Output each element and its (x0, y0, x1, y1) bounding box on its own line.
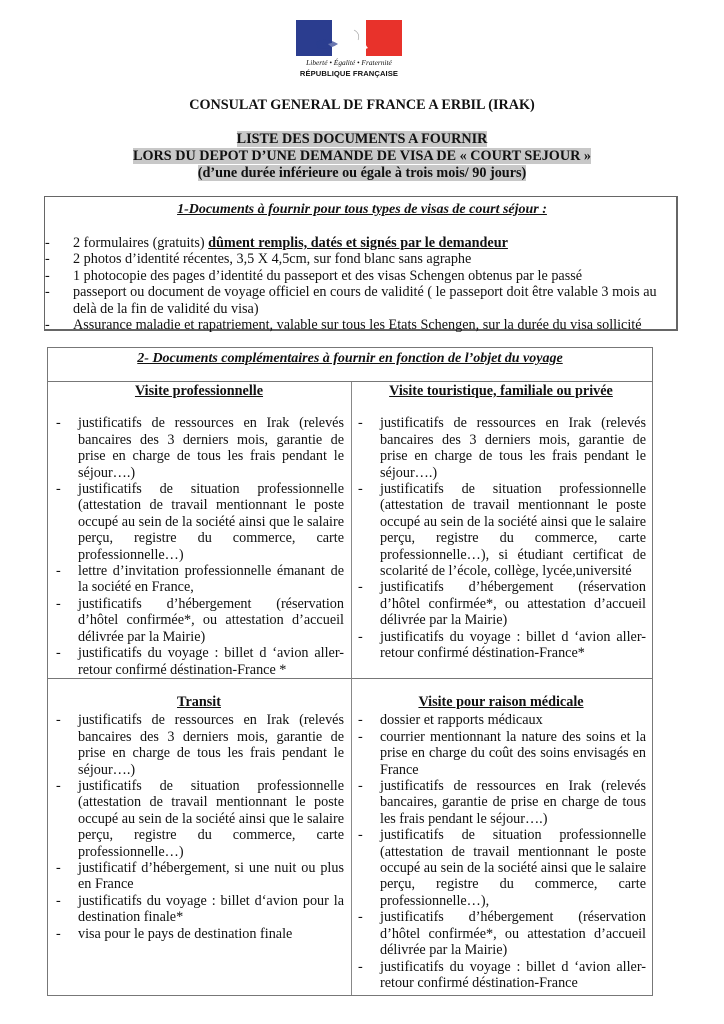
list-item (54, 481, 344, 563)
bullet-dash: - (358, 778, 363, 795)
list-item (356, 579, 646, 628)
list-item-text: justificatifs de situation professionnelle (attestation de travail mentionnant le poste occupé au sein de la société ainsi que le salaire perçu, registre du commerce, carte professionnelle…), (380, 827, 646, 909)
title-line-2-text: LORS DU DEPOT D’UNE DEMANDE DE VISA DE « COURT SEJOUR » (133, 148, 591, 164)
bullet-dash: - (56, 860, 61, 877)
title-line-3-text: (d’une durée inférieure ou égale à trois mois/ 90 jours) (197, 165, 527, 181)
cell-list (356, 712, 646, 991)
consulate-heading: CONSULAT GENERAL DE FRANCE A ERBIL (IRAK) (189, 97, 535, 113)
list-item (356, 481, 646, 579)
cell-list (356, 415, 646, 661)
bullet-dash: - (45, 317, 50, 334)
bullet-dash: - (358, 415, 363, 432)
list-item (54, 712, 344, 778)
list-item (45, 251, 665, 267)
bullet-dash: - (56, 415, 61, 432)
list-item (54, 415, 344, 481)
section-1-box (44, 196, 678, 334)
table-column-divider (351, 382, 352, 995)
list-item-text: justificatifs de ressources en Irak (relevés bancaires, garantie de prise en charge de tous les frais pendant le séjour….) (380, 778, 646, 827)
list-item (54, 778, 344, 860)
republique-francaise-logo (296, 20, 402, 84)
bullet-dash: - (56, 892, 61, 909)
list-item-text: Assurance maladie et rapatriement, valable sur tous les Etats Schengen, sur la durée du visa sollicité (73, 317, 642, 334)
bullet-dash: - (358, 958, 363, 975)
list-item-text: justificatifs du voyage : billet d ‘avion aller-retour confirmé déstination-France (380, 958, 646, 991)
section-2-table (47, 347, 653, 996)
list-item-text: courrier mentionnant la nature des soins et la prise en charge du coût des soins envisagés en France (380, 728, 646, 778)
cell-title: Visite touristique, familiale ou privée (389, 383, 613, 399)
list-item-text: justificatifs de ressources en Irak (relevés bancaires des 3 derniers mois, garantie de prise en charge de tous les frais pendant le séjour….) (78, 415, 344, 481)
list-item-text: 2 photos d’identité récentes, 3,5 X 4,5cm, sur fond blanc sans agraphe (73, 251, 472, 268)
table-divider (48, 678, 652, 679)
list-item-text: justificatifs de situation professionnelle (attestation de travail mentionnant le poste occupé au sein de la société ainsi que le salaire perçu, registre du commerce, carte professionnelle…) (78, 481, 344, 563)
table-divider (48, 381, 652, 382)
list-item (356, 712, 646, 728)
list-item (356, 415, 646, 481)
cell-raison-medicale (356, 694, 646, 991)
section-1-list (45, 235, 665, 333)
list-item (54, 596, 344, 645)
section-1-title: 1-Documents à fournir pour tous types de visas de court séjour : (177, 202, 547, 217)
list-item-text: visa pour le pays de destination finale (78, 925, 293, 942)
list-item-text: dossier et rapports médicaux (380, 712, 543, 729)
cell-title: Transit (177, 694, 221, 710)
list-item (356, 629, 646, 662)
list-item-text: justificatifs du voyage : billet d ‘avion aller-retour confirmé déstination-France * (78, 645, 344, 678)
document-title-line-3 (0, 164, 724, 182)
list-item-text: 1 photocopie des pages d’identité du passeport et des visas Schengen obtenus par le passé (73, 267, 583, 284)
bullet-dash: - (56, 595, 61, 612)
bullet-dash: - (45, 235, 50, 251)
list-item-text: justificatifs d’hébergement (réservation d’hôtel confirmée*, ou attestation d’accueil délivrée par la Mairie) (380, 909, 646, 959)
list-item (54, 645, 344, 678)
bullet-dash: - (56, 481, 61, 498)
document-title-line-2 (0, 147, 724, 165)
list-item (54, 926, 344, 942)
cell-list (54, 712, 344, 942)
section-2-title: 2- Documents complémentaires à fournir en fonction de l’objet du voyage (137, 351, 563, 366)
list-item-text: justificatifs de situation professionnelle (attestation de travail mentionnant le poste occupé au sein de la société ainsi que le salaire perçu, registre du commerce, carte professionnelle…) (78, 778, 344, 860)
cell-title: Visite professionnelle (134, 383, 264, 399)
list-item (54, 860, 344, 893)
list-item (356, 729, 646, 778)
bullet-dash: - (45, 284, 50, 301)
list-item (45, 235, 665, 251)
cell-title: Visite pour raison médicale (418, 694, 584, 710)
bullet-dash: - (358, 827, 363, 844)
title-line-1-text: LISTE DES DOCUMENTS A FOURNIR (236, 131, 488, 147)
cell-transit (54, 694, 344, 942)
list-item (45, 317, 665, 333)
cell-list (54, 415, 344, 678)
list-item-text: 2 formulaires (gratuits) (73, 235, 209, 251)
bullet-dash: - (56, 645, 61, 662)
bullet-dash: - (56, 925, 61, 942)
bullet-dash: - (56, 563, 61, 580)
list-item (356, 959, 646, 992)
list-item (356, 827, 646, 909)
bullet-dash: - (358, 909, 363, 926)
list-item (54, 563, 344, 596)
list-item (45, 268, 665, 284)
marianne-flag-icon (296, 20, 402, 56)
bullet-dash: - (45, 267, 50, 284)
bullet-dash: - (56, 712, 61, 729)
list-item-text: justificatifs du voyage : billet d ‘avion aller-retour confirmé déstination-France* (380, 628, 646, 662)
bullet-dash: - (56, 778, 61, 795)
document-title-line-1 (0, 130, 724, 148)
logo-motto: Liberté • Égalité • Fraternité (306, 58, 392, 67)
list-item-text: justificatif d’hébergement, si une nuit ou plus en France (78, 860, 344, 893)
list-item-text: justificatifs de ressources en Irak (relevés bancaires des 3 derniers mois, garantie de prise en charge de tous les frais pendant le séjour….) (78, 712, 344, 778)
bullet-dash: - (358, 728, 363, 745)
list-item-emphasis: dûment remplis, datés et signés par le demandeur (208, 235, 508, 251)
bullet-dash: - (358, 481, 363, 498)
list-item (356, 909, 646, 958)
list-item-text: justificatifs de situation professionnelle (attestation de travail mentionnant le poste occupé au sein de la société ainsi que le salaire perçu, registre du commerce, carte professionnelle…), si étudiant certificat de scolarité de l’école, collège, lycée,université (380, 481, 646, 580)
bullet-dash: - (358, 712, 363, 729)
list-item-text: justificatifs du voyage : billet d‘avion pour la destination finale* (78, 892, 344, 926)
list-item-text: justificatifs de ressources en Irak (relevés bancaires des 3 derniers mois, garantie de prise en charge de tous les frais pendant le séjour….) (380, 415, 646, 481)
list-item (45, 284, 665, 317)
list-item (356, 778, 646, 827)
logo-republique: RÉPUBLIQUE FRANÇAISE (299, 69, 399, 78)
list-item-text: passeport ou document de voyage officiel en cours de validité ( le passeport doit être valable 3 mois au delà de la fin de validité du visa) (73, 284, 657, 317)
bullet-dash: - (45, 251, 50, 268)
cell-visite-touristique (356, 383, 646, 662)
cell-visite-professionnelle (54, 383, 344, 678)
list-item-text: justificatifs d’hébergement (réservation d’hôtel confirmée*, ou attestation d’accueil délivrée par la Mairie) (78, 595, 344, 645)
bullet-dash: - (358, 628, 363, 645)
bullet-dash: - (358, 579, 363, 596)
list-item-text: lettre d’invitation professionnelle émanant de la société en France, (78, 563, 344, 596)
list-item-text: justificatifs d’hébergement (réservation d’hôtel confirmée*, ou attestation d’accueil délivrée par la Mairie) (380, 579, 646, 629)
list-item (54, 893, 344, 926)
